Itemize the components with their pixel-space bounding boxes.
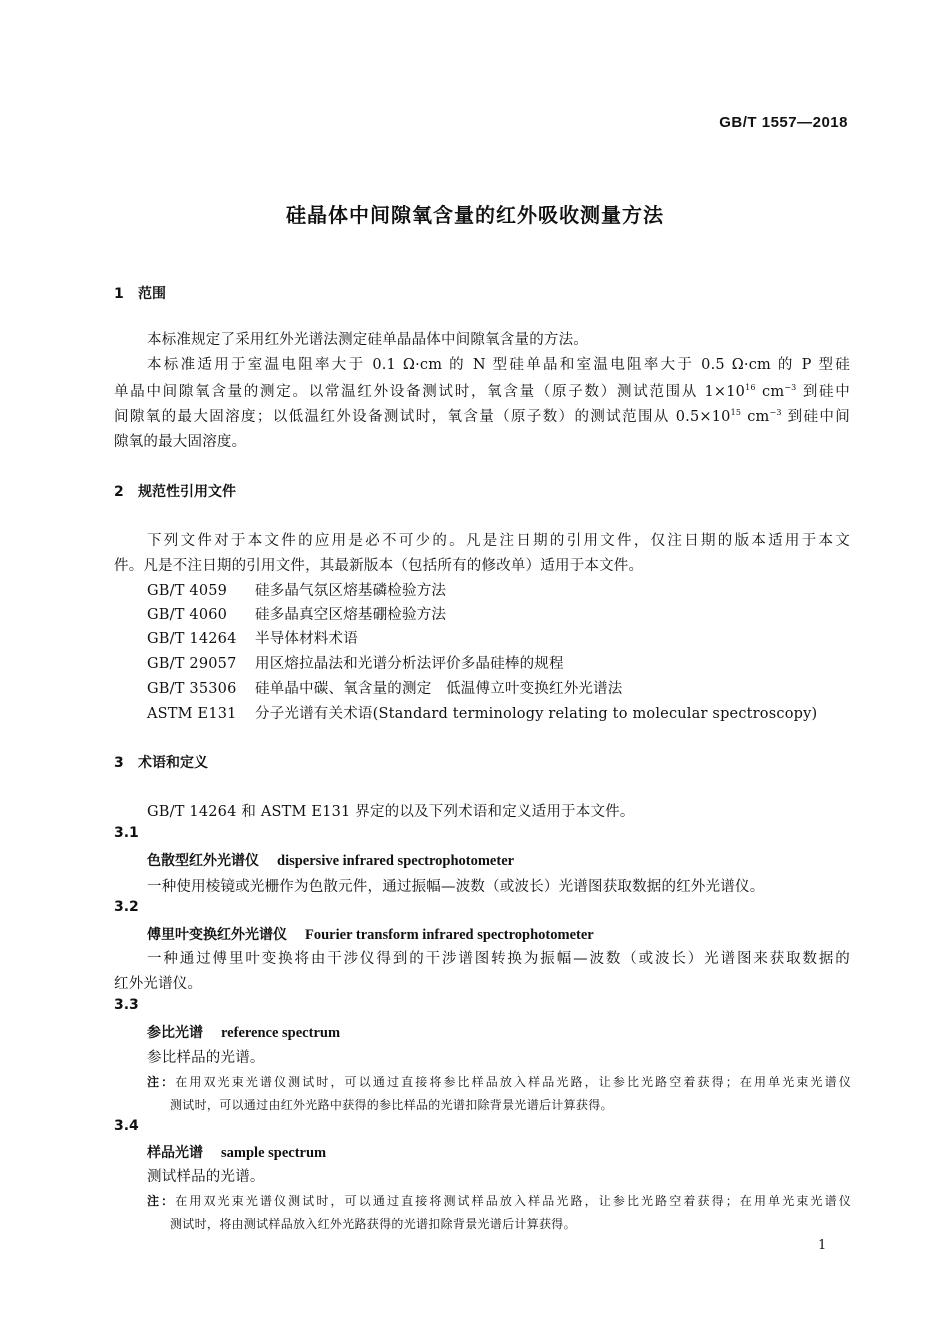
reference-title: 半导体材料术语	[255, 631, 358, 647]
section-number: 3	[114, 755, 124, 771]
note-label: 注：	[147, 1075, 176, 1089]
term-zh: 样品光谱	[147, 1145, 203, 1161]
section-1-paragraph-2-line-4: 隙氧的最大固溶度。	[114, 434, 247, 450]
term-heading	[147, 1142, 326, 1162]
reference-item	[147, 579, 446, 600]
term-heading	[147, 924, 594, 944]
section-title: 范围	[138, 286, 166, 302]
superscript: 16	[745, 383, 756, 393]
reference-item	[147, 702, 817, 723]
section-1-paragraph-2-line-2	[114, 380, 850, 401]
reference-code: GB/T 4060	[147, 607, 228, 623]
section-2-intro-line-2: 件。凡是不注日期的引用文件，其最新版本（包括所有的修改单）适用于本文件。	[114, 558, 644, 574]
term-zh: 色散型红外光谱仪	[147, 853, 259, 869]
section-number: 2	[114, 484, 124, 500]
reference-title: 硅多晶真空区熔基硼检验方法	[255, 607, 447, 623]
reference-code: GB/T 4059	[147, 583, 228, 599]
term-en: Fourier transform infrared spectrophotometer	[305, 927, 594, 943]
reference-code: GB/T 35306	[147, 681, 237, 697]
reference-code: ASTM E131	[147, 706, 237, 722]
term-heading	[147, 850, 514, 870]
term-number: 3.3	[114, 997, 139, 1013]
standard-code: GB/T 1557—2018	[719, 114, 848, 131]
term-note-line-2: 测试时，可以通过由红外光路中获得的参比样品的光谱扣除背景光谱后计算获得。	[170, 1098, 613, 1112]
term-en: dispersive infrared spectrophotometer	[277, 853, 515, 869]
section-1-paragraph-2-line-3	[114, 405, 850, 426]
term-definition: 一种使用棱镜或光栅作为色散元件，通过振幅—波数（或波长）光谱图获取数据的红外光谱仪。	[147, 879, 765, 895]
text-span: 到硅中间	[781, 409, 850, 425]
section-3-heading	[114, 752, 208, 772]
reference-item	[147, 652, 564, 673]
superscript: 15	[730, 408, 742, 418]
term-zh: 傅里叶变换红外光谱仪	[147, 927, 287, 943]
term-definition-line-1: 一种通过傅里叶变换将由干涉仪得到的干涉谱图转换为振幅—波数（或波长）光谱图来获取数据的	[147, 951, 850, 967]
reference-code: GB/T 14264	[147, 631, 237, 647]
term-definition: 测试样品的光谱。	[147, 1169, 265, 1185]
term-zh: 参比光谱	[147, 1025, 203, 1041]
term-note-line-1	[147, 1073, 851, 1090]
reference-item	[147, 677, 623, 698]
term-number: 3.4	[114, 1118, 139, 1134]
text-span: cm	[741, 409, 770, 425]
note-text: 在用双光束光谱仪测试时，可以通过直接将测试样品放入样品光路，让参比光路空着获得；在用单光束光谱仪	[175, 1194, 851, 1208]
reference-title: 用区熔拉晶法和光谱分析法评价多晶硅棒的规程	[255, 656, 564, 672]
page-number: 1	[818, 1238, 827, 1253]
reference-code: GB/T 29057	[147, 656, 237, 672]
superscript: −3	[769, 408, 782, 418]
term-number: 3.2	[114, 899, 139, 915]
section-1-paragraph-2-line-1: 本标准适用于室温电阻率大于 0.1 Ω·cm 的 N 型硅单晶和室温电阻率大于 0.5 Ω·cm 的 P 型硅	[147, 357, 850, 373]
term-note-line-2: 测试时，将由测试样品放入红外光路获得的光谱扣除背景光谱后计算获得。	[170, 1217, 576, 1231]
term-number: 3.1	[114, 825, 139, 841]
section-title: 规范性引用文件	[138, 484, 236, 500]
reference-title: 分子光谱有关术语(Standard terminology relating to molecular spectroscopy)	[255, 706, 818, 722]
section-title: 术语和定义	[138, 755, 208, 771]
section-3-intro: GB/T 14264 和 ASTM E131 界定的以及下列术语和定义适用于本文件。	[147, 804, 635, 820]
section-2-intro-line-1: 下列文件对于本文件的应用是必不可少的。凡是注日期的引用文件，仅注日期的版本适用于本文	[147, 533, 850, 549]
term-heading	[147, 1022, 340, 1042]
term-en: sample spectrum	[221, 1145, 327, 1161]
term-en: reference spectrum	[221, 1025, 341, 1041]
text-span: 间隙氧的最大固溶度；以低温红外设备测试时，氧含量（原子数）的测试范围从 0.5×10	[114, 409, 731, 425]
note-text: 在用双光束光谱仪测试时，可以通过直接将参比样品放入样品光路，让参比光路空着获得；在用单光束光谱仪	[175, 1075, 851, 1089]
term-note-line-1	[147, 1192, 851, 1209]
document-title: 硅晶体中间隙氧含量的红外吸收测量方法	[286, 203, 664, 227]
section-2-heading	[114, 481, 236, 501]
term-definition: 参比样品的光谱。	[147, 1050, 265, 1066]
section-1-paragraph-1: 本标准规定了采用红外光谱法测定硅单晶晶体中间隙氧含量的方法。	[147, 332, 588, 348]
reference-title: 硅多晶气氛区熔基磷检验方法	[255, 583, 447, 599]
reference-title: 硅单晶中碳、氧含量的测定 低温傅立叶变换红外光谱法	[255, 681, 623, 697]
superscript: −3	[784, 383, 797, 393]
text-span: 单晶中间隙氧含量的测定。以常温红外设备测试时，氧含量（原子数）测试范围从 1×10	[114, 384, 746, 400]
term-definition-line-2: 红外光谱仪。	[114, 976, 203, 992]
text-span: cm	[755, 384, 785, 400]
section-number: 1	[114, 286, 124, 302]
note-label: 注：	[147, 1194, 176, 1208]
text-span: 到硅中	[796, 384, 850, 400]
reference-item	[147, 603, 446, 624]
reference-item	[147, 627, 358, 648]
section-1-heading	[114, 283, 166, 303]
